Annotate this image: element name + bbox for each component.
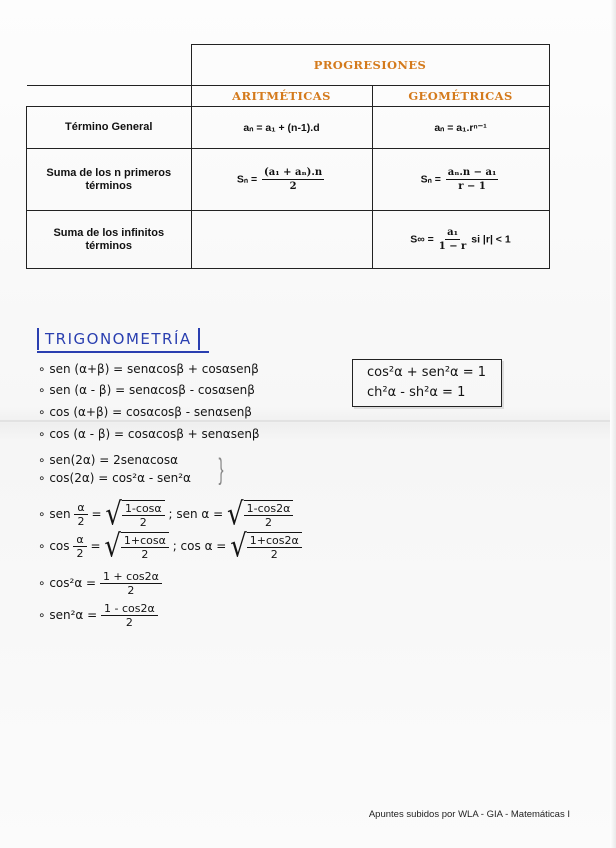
fraction <box>101 602 158 629</box>
formula-text: sen (α - β) = senαcosβ - cosαsenβ <box>49 383 255 397</box>
brace-mark: } <box>218 453 224 486</box>
numerator: 1-cos2α <box>244 502 294 516</box>
sqrt <box>105 496 164 533</box>
formula-lhs: Sₙ = <box>236 173 258 186</box>
fraction <box>73 533 86 560</box>
row-label-suma-n: Suma de los n primeros términos <box>27 149 192 211</box>
fraction <box>244 502 294 529</box>
sqrt <box>104 528 169 565</box>
formula-line <box>38 427 260 441</box>
formula-text: ; sen α = <box>168 507 224 521</box>
formula-line <box>38 570 162 597</box>
table-corner-2 <box>27 86 192 107</box>
bullet-icon: ∘ <box>38 405 50 419</box>
denominator: 2 <box>77 515 85 528</box>
formula-lhs: Sₙ = <box>420 173 441 186</box>
denominator: 2 <box>76 547 84 560</box>
geom-termino-general: aₙ = a₁.rⁿ⁻¹ <box>372 107 549 149</box>
radical-icon: √ <box>227 496 244 533</box>
progressions-table <box>26 44 550 269</box>
table-row <box>27 107 550 149</box>
arit-termino-general: aₙ = a₁ + (n-1).d <box>191 107 372 149</box>
denominator: 2 <box>139 516 147 529</box>
formula-line <box>38 602 158 629</box>
bullet-icon: ∘ <box>38 507 50 521</box>
page-edge <box>610 0 616 848</box>
table-row <box>27 149 550 211</box>
formula-text: cos²α = <box>49 576 97 590</box>
formula-text: cos (α+β) = cosαcosβ - senαsenβ <box>49 405 252 419</box>
sqrt <box>230 528 302 565</box>
table-corner <box>27 45 192 86</box>
denominator: 2 <box>289 181 297 192</box>
radical-icon: √ <box>230 528 247 565</box>
formula-line: ∘ sen $\frac{\alpha}{2}$ = √ $\frac{1-\cos\alpha}{2}$ ; sen α = √ $\frac{1-\cos 2\alpha}{2}$ <box>38 500 293 529</box>
fraction <box>121 534 169 561</box>
trig-title: TRIGONOMETRÍA <box>37 328 200 350</box>
radical-icon: √ <box>104 528 121 565</box>
fraction <box>247 534 302 561</box>
formula-line <box>38 453 178 467</box>
formula-text: cos (α - β) = cosαcosβ + senαsenβ <box>49 427 260 441</box>
row-label-termino-general: Término General <box>27 107 192 149</box>
bullet-icon: ∘ <box>38 383 50 397</box>
geom-suma-n <box>372 149 549 211</box>
formula-text: sen <box>49 507 71 521</box>
denominator: 2 <box>270 548 278 561</box>
formula-text: cos <box>49 539 70 553</box>
denominator: 2 <box>264 516 272 529</box>
bullet-icon: ∘ <box>38 427 50 441</box>
table-row <box>27 211 550 269</box>
numerator: 1-cosα <box>122 502 165 516</box>
row-label-suma-infinitos: Suma de los infinitos términos <box>27 211 192 269</box>
denominator: 2 <box>125 616 133 629</box>
trig-title-underline <box>37 351 209 353</box>
footer-credit: Apuntes subidos por WLA - GIA - Matemáticas I <box>368 809 570 820</box>
radical-icon: √ <box>105 496 122 533</box>
bullet-icon: ∘ <box>38 539 50 553</box>
formula-text: sen (α+β) = senαcosβ + cosαsenβ <box>49 362 259 376</box>
formula-text: sen²α = <box>49 608 98 622</box>
bullet-icon: ∘ <box>38 608 50 622</box>
denominator: 2 <box>141 548 149 561</box>
numerator: a₁ <box>447 227 458 238</box>
formula-line <box>38 362 259 376</box>
fraction <box>446 167 499 192</box>
denominator: 1 − r <box>438 241 467 252</box>
fraction <box>100 570 162 597</box>
numerator: 1 + cos2α <box>100 570 162 584</box>
fraction <box>74 501 87 528</box>
fold-crease <box>0 420 616 422</box>
formula-lhs: S∞ = <box>410 233 434 246</box>
numerator: α <box>73 533 86 547</box>
formula-line <box>38 471 191 485</box>
identity-hyperbolic: ch²α - sh²α = 1 <box>367 385 466 400</box>
formula-line <box>38 383 255 397</box>
condition-text: si |r| < 1 <box>471 233 511 246</box>
fraction <box>122 502 165 529</box>
col-geometricas: GEOMÉTRICAS <box>372 86 549 107</box>
denominator: 2 <box>127 584 135 597</box>
numerator: aₙ.n − a₁ <box>447 167 497 178</box>
denominator: r − 1 <box>458 181 486 192</box>
bullet-icon: ∘ <box>38 453 50 467</box>
arit-suma-infinitos <box>191 211 372 269</box>
identity-pythagorean: cos²α + sen²α = 1 <box>367 365 487 380</box>
numerator: 1 - cos2α <box>101 602 158 616</box>
table-title: PROGRESIONES <box>191 45 549 86</box>
formula-text: ; cos α = <box>172 539 227 553</box>
identities-box <box>352 359 502 407</box>
numerator: α <box>74 501 87 515</box>
formula-line: ∘ cos $\frac{\alpha}{2}$ = √ $\frac{1+\cos\alpha}{2}$ ; cos α = √ $\frac{1+\cos 2\alpha}{2}$ <box>38 532 302 561</box>
formula-text: cos(2α) = cos²α - sen²α <box>49 471 191 485</box>
formula-text: sen(2α) = 2senαcosα <box>49 453 179 467</box>
arit-suma-n <box>191 149 372 211</box>
geom-suma-infinitos <box>372 211 549 269</box>
bullet-icon: ∘ <box>38 471 50 485</box>
fraction <box>439 227 467 252</box>
numerator: 1+cosα <box>121 534 169 548</box>
bullet-icon: ∘ <box>38 362 50 376</box>
numerator: 1+cos2α <box>247 534 302 548</box>
numerator: (a₁ + aₙ).n <box>264 167 323 178</box>
sqrt <box>227 496 293 533</box>
col-aritmeticas: ARITMÉTICAS <box>191 86 372 107</box>
bullet-icon: ∘ <box>38 576 50 590</box>
fraction <box>262 167 324 192</box>
formula-line <box>38 405 252 419</box>
